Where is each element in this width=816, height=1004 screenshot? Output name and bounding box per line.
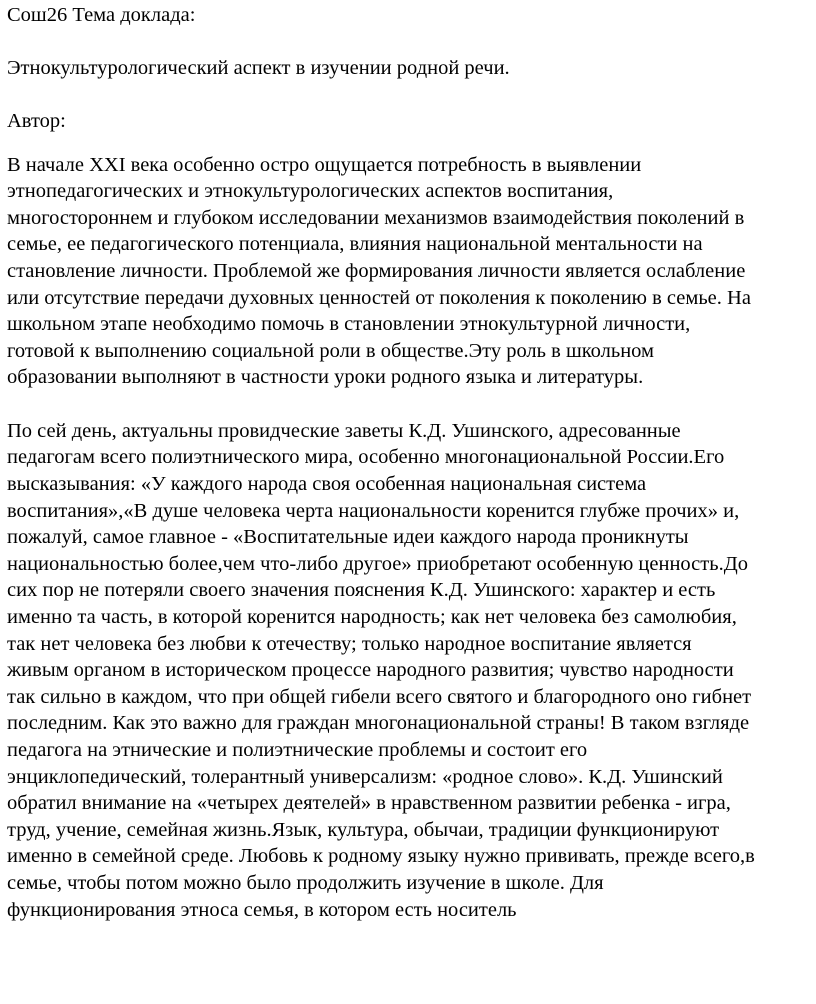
paragraph-2-line: труд, учение, семейная жизнь.Язык, культура, обычаи, традиции функционируют (7, 819, 720, 841)
header-line: Сош26 Тема доклада: (7, 4, 196, 26)
paragraph-1-line: семье, ее педагогического потенциала, влияния национальной ментальности на (7, 233, 703, 255)
paragraph-2-line: функционирования этноса семья, в котором есть носитель (7, 899, 517, 921)
paragraph-1-line: становление личности. Проблемой же формирования личности является ослабление (7, 260, 746, 282)
paragraph-1-line: многостороннем и глубоком исследовании механизмов взаимодействия поколений в (7, 207, 745, 229)
paragraph-2-line: последним. Как это важно для граждан многонациональной страны! В таком взгляде (7, 712, 750, 734)
paragraph-2-line: энциклопедический, толерантный универсализм: «родное слово». К.Д. Ушинский (7, 766, 723, 788)
paragraph-2-line: высказывания: «У каждого народа своя особенная национальная система (7, 473, 647, 495)
paragraph-2-line: педагога на этнические и полиэтнические проблемы и состоит его (7, 739, 588, 761)
paragraph-2-line: сих пор не потеряли своего значения пояснения К.Д. Ушинского: характер и есть (7, 579, 716, 601)
paragraph-2-line: так нет человека без любви к отечеству; только народное воспитание является (7, 633, 692, 655)
paragraph-2-line: педагогам всего полиэтнического мира, особенно многонациональной России.Его (7, 446, 725, 468)
paragraph-2-line: семье, чтобы потом можно было продолжить изучение в школе. Для (7, 872, 604, 894)
paragraph-1-line: В начале XXI века особенно остро ощущается потребность в выявлении (7, 154, 642, 176)
paragraph-1-line: школьном этапе необходимо помочь в становлении этнокультурной личности, (7, 313, 691, 335)
paragraph-1-line: или отсутствие передачи духовных ценностей от поколения к поколению в семье. На (7, 287, 751, 309)
paragraph-1-line: этнопедагогических и этнокультурологических аспектов воспитания, (7, 180, 614, 202)
paragraph-2-line: так сильно в каждом, что при общей гибели всего святого и благородного оно гибнет (7, 686, 752, 708)
paragraph-2-line: По сей день, актуальны провидческие заветы К.Д. Ушинского, адресованные (7, 420, 681, 442)
author-label: Автор: (7, 110, 66, 132)
paragraph-1-line: образовании выполняют в частности уроки родного языка и литературы. (7, 366, 644, 388)
paragraph-2-line: обратил внимание на «четырех деятелей» в нравственном развитии ребенка - игра, (7, 792, 731, 814)
paragraph-2-line: именно та часть, в которой коренится народность; как нет человека без самолюбия, (7, 606, 737, 628)
paragraph-2-line: воспитания»,«В душе человека черта национальности коренится глубже прочих» и, (7, 500, 740, 522)
paragraph-2-line: именно в семейной среде. Любовь к родному языку нужно прививать, прежде всего,в (7, 845, 755, 867)
paragraph-2-line: живым органом в историческом процессе народного развития; чувство народности (7, 659, 734, 681)
paragraph-2-line: пожалуй, самое главное - «Воспитательные идеи каждого народа проникнуты (7, 526, 689, 548)
paragraph-2-line: национальностью более,чем что-либо другое» приобретают особенную ценность.До (7, 553, 748, 575)
paragraph-1-line: готовой к выполнению социальной роли в обществе.Эту роль в школьном (7, 340, 655, 362)
document-title: Этнокультурологический аспект в изучении родной речи. (7, 57, 510, 79)
